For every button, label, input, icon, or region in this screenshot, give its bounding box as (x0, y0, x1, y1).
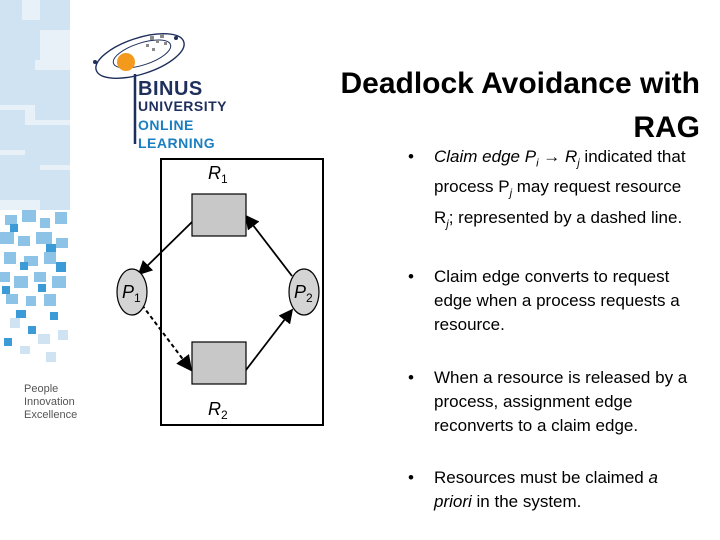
logo-line-binus: BINUS (138, 78, 203, 100)
logo-line-online: ONLINE (138, 117, 194, 133)
edge-r2-to-p2 (246, 310, 292, 370)
bullet-dot: • (408, 147, 414, 166)
bullet-list (400, 145, 700, 514)
bullet3-text: When a resource is released by a process, assignment edge reconverts to a claim edge. (434, 368, 688, 436)
p1-label: P (122, 282, 135, 302)
bullet2-text: Claim edge converts to request edge when a process requests a resource. (434, 267, 680, 335)
bullet4-text-italic: a priori (434, 468, 658, 512)
tagline-people: People (24, 383, 59, 395)
bullet-claim-edge (400, 145, 700, 236)
r1-label-sub: 1 (221, 172, 228, 186)
logo-line-learning: LEARNING (138, 135, 216, 151)
svg-text:R1 (208, 163, 228, 186)
bullet1-text-a: Claim edge P (434, 147, 537, 166)
r1-label: R (208, 163, 221, 183)
bullet1-text-d: ; represented by a dashed line. (448, 207, 683, 227)
resource-r1-box (192, 194, 246, 236)
tagline-excellence: Excellence (24, 409, 78, 421)
p1-label-sub: 1 (134, 291, 141, 305)
logo-line-university: UNIVERSITY (138, 98, 228, 114)
tagline-innovation: Innovation (24, 396, 75, 408)
bullet1-text-c: may request resource R (434, 177, 682, 227)
decorative-side-strip (0, 0, 70, 540)
bullet-claim-converts (400, 265, 700, 337)
bullet-dot: • (408, 468, 414, 488)
p2-label-sub: 2 (306, 291, 313, 305)
resource-r2-box (192, 342, 246, 384)
bullet1-arrow: → (538, 147, 565, 166)
bullet4-text-b: in the system. (471, 492, 582, 512)
bullet1-sub-j2: j (509, 187, 513, 200)
bullet-a-priori (400, 466, 700, 514)
bullet-dot: • (408, 267, 414, 287)
bullet1-sub-j3: j (446, 218, 449, 231)
bullet-resource-released (400, 366, 700, 438)
edge-p2-to-r1 (246, 216, 292, 276)
bullet1-sub-i: i (536, 157, 539, 170)
r2-label: R (208, 399, 221, 419)
bullet1-text-b: indicated that process P (434, 147, 686, 197)
r2-label-sub: 2 (221, 408, 228, 422)
bullet1-sub-j: j (577, 157, 580, 170)
edge-r1-to-p1 (139, 222, 192, 274)
bullet1-text-r: R (564, 147, 578, 166)
resource-allocation-graph (110, 150, 330, 435)
bullet4-text-a: Resources must be claimed (434, 468, 649, 488)
bullet-dot: • (408, 368, 414, 388)
svg-text:R2 (208, 399, 228, 422)
slide-title: Deadlock Avoidance with RAG (340, 67, 700, 144)
p2-label: P (294, 282, 307, 302)
claim-edge-p1-to-r2 (142, 305, 191, 370)
